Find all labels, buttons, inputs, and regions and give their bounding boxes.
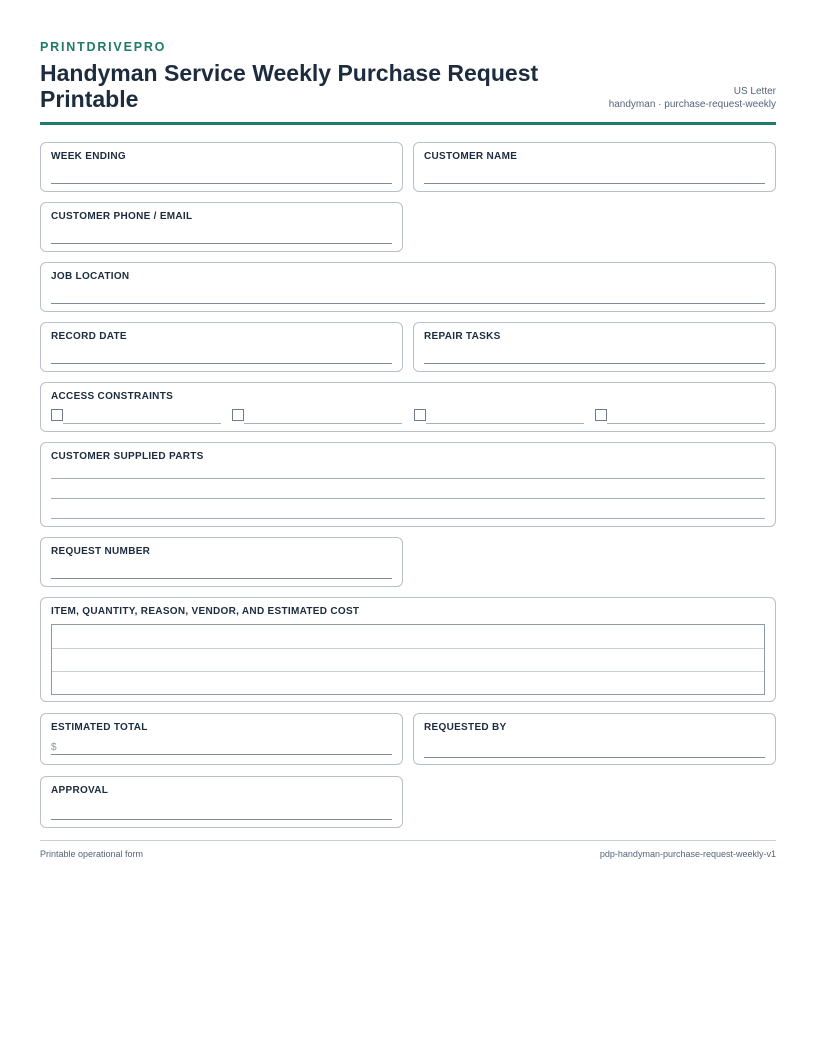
record-date-field[interactable] [40,322,403,372]
requested-by-label: REQUESTED BY [424,722,507,733]
customer-supplied-parts-label: CUSTOMER SUPPLIED PARTS [51,451,204,462]
request-number-line[interactable] [51,578,392,579]
customer-phone-email-field[interactable] [40,202,403,252]
item-table-grid[interactable] [51,624,765,695]
paper-size: US Letter [733,86,776,97]
customer-phone-email-label: CUSTOMER PHONE / EMAIL [51,211,193,222]
customer-phone-email-line[interactable] [51,243,392,244]
week-ending-label: WEEK ENDING [51,151,126,162]
estimated-total-label: ESTIMATED TOTAL [51,722,148,733]
repair-tasks-field[interactable] [413,322,776,372]
form-slug: handyman · purchase-request-weekly [608,99,776,110]
request-number-label: REQUEST NUMBER [51,546,151,557]
brand-name: PRINTDRIVEPRO [40,40,167,54]
customer-name-label: CUSTOMER NAME [424,151,518,162]
footer-form-id: pdp-handyman-purchase-request-weekly-v1 [599,849,776,859]
approval-label: APPROVAL [51,785,109,796]
estimated-total-line[interactable] [51,754,392,755]
form-meta [609,85,776,111]
parts-line-2[interactable] [51,498,765,499]
week-ending-field[interactable] [40,142,403,192]
week-ending-line[interactable] [51,183,392,184]
customer-name-line[interactable] [424,183,765,184]
access-option-line-3[interactable] [426,423,584,424]
customer-name-field[interactable] [413,142,776,192]
item-table-row-divider-2 [52,671,764,672]
repair-tasks-line[interactable] [424,363,765,364]
parts-line-1[interactable] [51,478,765,479]
job-location-field[interactable] [40,262,776,312]
access-constraints-field [40,382,776,432]
access-checkbox-4[interactable] [595,409,607,421]
access-option-line-2[interactable] [244,423,402,424]
requested-by-line[interactable] [424,757,765,758]
header-rule [40,122,776,125]
job-location-line[interactable] [51,303,765,304]
access-option-line-4[interactable] [607,423,765,424]
access-constraints-label: ACCESS CONSTRAINTS [51,391,174,402]
footer-rule [40,840,776,841]
record-date-label: RECORD DATE [51,331,127,342]
access-checkbox-3[interactable] [414,409,426,421]
approval-line[interactable] [51,819,392,820]
item-table-row-divider-1 [52,648,764,649]
repair-tasks-label: REPAIR TASKS [424,331,501,342]
requested-by-field[interactable] [413,713,776,765]
item-table-field [40,597,776,702]
access-checkbox-1[interactable] [51,409,63,421]
currency-prefix: $ [51,742,57,753]
record-date-line[interactable] [51,363,392,364]
access-checkbox-2[interactable] [232,409,244,421]
request-number-field[interactable] [40,537,403,587]
approval-field[interactable] [40,776,403,828]
footer-left-text: Printable operational form [40,849,144,859]
parts-line-3[interactable] [51,518,765,519]
customer-supplied-parts-field[interactable] [40,442,776,527]
access-option-line-1[interactable] [63,423,221,424]
item-table-label: ITEM, QUANTITY, REASON, VENDOR, AND ESTIMATED COST [51,606,360,617]
job-location-label: JOB LOCATION [51,271,130,282]
page-title: Handyman Service Weekly Purchase Request Printable [40,60,539,112]
estimated-total-field[interactable] [40,713,403,765]
